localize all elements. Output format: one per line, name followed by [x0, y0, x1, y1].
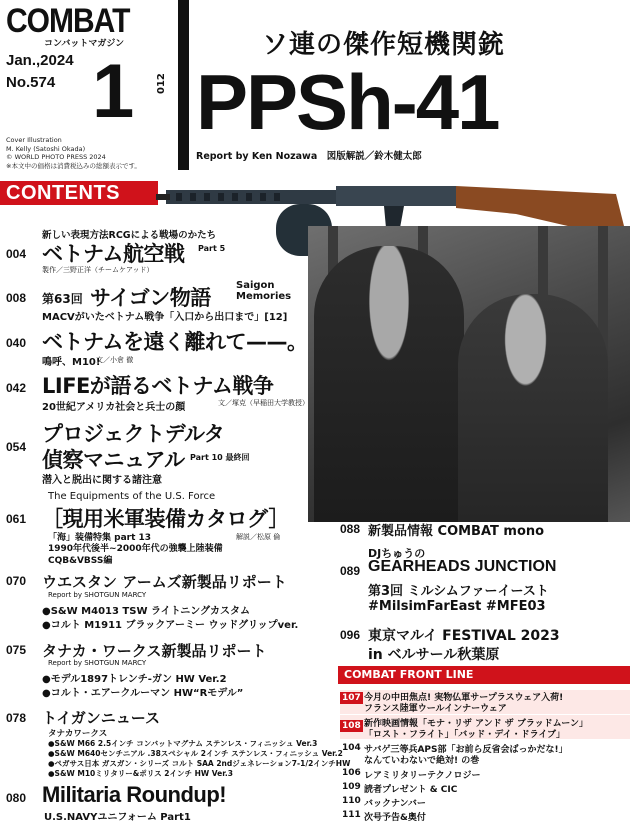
cover-credit-line: ※本文中の価格は消費税込みの総額表示です。	[6, 161, 141, 170]
front-line-page[interactable]: 109	[342, 782, 361, 792]
cover-credit-line: © WORLD PHOTO PRESS 2024	[6, 153, 106, 161]
toc-title[interactable]: ［現用米軍装備カタログ］	[42, 507, 290, 531]
toc-title[interactable]: LIFEが語るベトナム戦争	[42, 374, 274, 398]
toc-part: Part 10 最終回	[190, 453, 250, 462]
feature-title[interactable]: PPSh-41	[196, 58, 499, 146]
toc-title[interactable]: Militaria Roundup!	[42, 782, 227, 807]
toc-page-number[interactable]: 042	[6, 381, 27, 395]
toc-part: Part 5	[198, 244, 226, 253]
toc-title[interactable]: ベトナム航空戦	[42, 242, 185, 266]
front-line-item[interactable]: バックナンバー	[364, 799, 426, 809]
toc-page-number[interactable]: 089	[340, 564, 361, 578]
toc-subtitle: 鳴呼、M10!	[42, 357, 101, 368]
toc-item: ●S&W M66 2.5インチ コンバットマグナム ステンレス・フィニッシュ Ver.3	[48, 739, 318, 748]
front-line-item[interactable]: レアミリタリーテクノロジー	[364, 771, 481, 781]
front-line-item[interactable]: サバゲ三等兵APS部「お前ら反省会ばっかだな!」	[364, 745, 568, 755]
toc-page-number[interactable]: 080	[6, 791, 27, 805]
soldier-figure	[314, 246, 464, 522]
toc-title[interactable]: サイゴン物語	[90, 286, 211, 310]
toc-title[interactable]: ベトナムを遠く離れて——。	[42, 330, 308, 354]
toc-title[interactable]: 新製品情報 COMBAT mono	[368, 524, 545, 539]
toc-title[interactable]: ウエスタン アームズ新製品リポート	[42, 573, 287, 591]
toc-lead: DJちゅうの	[368, 547, 426, 560]
toc-item: ●ペガサス日本 ガスガン・シリーズ コルト SAA 2ndジェネレーション7-1/2インチHW	[48, 759, 351, 768]
toc-page-number[interactable]: 088	[340, 522, 361, 536]
front-line-page[interactable]: 106	[342, 768, 361, 778]
gun-muzzle	[156, 194, 170, 200]
toc-credit: Report by SHOTGUN MARCY	[48, 659, 147, 667]
toc-subtitle: CQB&VBSS編	[48, 556, 113, 566]
toc-title[interactable]: プロジェクトデルタ	[42, 422, 225, 446]
toc-page-number[interactable]: 096	[340, 628, 361, 642]
toc-subtitle: 第3回 ミルシムファーイースト	[368, 584, 549, 599]
front-line-item-line2: フランス陸軍ウールインナーウェア	[364, 704, 507, 714]
gun-receiver	[336, 186, 456, 206]
front-line-page[interactable]: 104	[342, 743, 361, 753]
toc-subtitle: MACVがいたベトナム戦争「入口から出口まで」[12]	[42, 312, 288, 323]
toc-title[interactable]: GEARHEADS JUNCTION	[368, 558, 557, 575]
contents-heading: CONTENTS	[0, 181, 158, 205]
toc-title[interactable]: トイガンニュース	[42, 709, 161, 727]
toc-lead: The Equipments of the U.S. Force	[48, 491, 216, 502]
toc-title-line2[interactable]: 偵察マニュアル	[42, 448, 185, 472]
toc-item: ●S&W M10ミリタリー&ポリス 2インチ HW Ver.3	[48, 769, 233, 778]
toc-credit: Report by SHOTGUN MARCY	[48, 591, 147, 599]
toc-english-title-line: Saigon	[236, 280, 275, 291]
toc-page-number[interactable]: 004	[6, 247, 27, 261]
toc-item: ●コルト・エアークルーマン HW“Rモデル”	[42, 688, 244, 699]
toc-lead: 新しい表現方法RCGによる戦場のかたち	[42, 230, 217, 241]
toc-item: ●S&W M640センチニアル .38スペシャル 2インチ ステンレス・フィニッシュ Ver.2	[48, 749, 343, 758]
toc-page-number[interactable]: 070	[6, 574, 27, 588]
toc-subtitle: #MilsimFarEast #MFE03	[368, 599, 546, 614]
toc-subtitle: 20世紀アメリカ社会と兵士の顔	[42, 402, 186, 413]
front-line-item[interactable]: 新作映画情報「モナ・リザ アンド ザ ブラッドムーン」	[364, 719, 589, 729]
feature-byline: Report by Ken Nozawa 図版解説／鈴木健太郎	[196, 151, 422, 162]
issue-date: Jan.,2024	[6, 52, 74, 69]
toc-item: ●モデル1897トレンチ-ガン HW Ver.2	[42, 674, 227, 685]
toc-credit: 製作／三野正洋（チームケアッド）	[42, 266, 154, 274]
toc-title[interactable]: 東京マルイ FESTIVAL 2023	[368, 628, 560, 644]
front-line-item[interactable]: 今月の中田焦点! 実物仏軍サープラスウェア入荷!	[364, 693, 564, 703]
toc-page-number[interactable]: 075	[6, 643, 27, 657]
feature-divider-bar	[178, 0, 189, 170]
front-line-page[interactable]: 108	[342, 721, 361, 731]
feature-page-number[interactable]: 012	[156, 73, 167, 94]
cover-credit	[6, 136, 141, 170]
feature-subtitle[interactable]: ソ連の傑作短機関銃	[262, 30, 506, 60]
toc-prefix: 第63回	[42, 292, 83, 306]
magazine-logo: COMBAT	[6, 2, 130, 40]
magazine-logo-kana: コンバットマガジン	[44, 39, 125, 49]
toc-credit: 文／小倉 徹	[96, 356, 134, 364]
toc-subtitle: 1990年代後半~2000年代の強襲上陸装備	[48, 544, 223, 554]
toc-credit: 文／塚克（早稲田大学教授）	[218, 399, 309, 407]
issue-month: 1	[92, 49, 135, 134]
toc-page-number[interactable]: 061	[6, 512, 27, 526]
front-line-item[interactable]: 次号予告&奥付	[364, 813, 426, 822]
toc-title[interactable]: タナカ・ワークス新製品リポート	[42, 642, 267, 660]
issue-number: No.574	[6, 74, 56, 91]
front-line-page[interactable]: 107	[342, 693, 361, 703]
cover-credit-line: M. Kelly (Satoshi Okada)	[6, 144, 86, 153]
toc-item: ●コルト M1911 ブラックアーミー ウッドグリップver.	[42, 620, 299, 631]
toc-page-number[interactable]: 078	[6, 711, 27, 725]
front-line-page[interactable]: 110	[342, 796, 361, 806]
soldier-figure	[458, 294, 608, 522]
toc-english-title	[236, 280, 291, 302]
toc-subtitle: 潜入と脱出に関する諸注意	[42, 475, 162, 486]
cover-credit-line: Cover Illustration	[6, 136, 62, 144]
toc-item: ●S&W M4013 TSW ライトニングカスタム	[42, 606, 251, 617]
toc-credit: 解説／松原 倫	[236, 533, 281, 541]
soldiers-photo	[308, 226, 630, 522]
front-line-page[interactable]: 111	[342, 810, 361, 820]
toc-subtitle: 「海」装備特集 part 13	[48, 533, 152, 543]
toc-page-number[interactable]: 008	[6, 291, 27, 305]
toc-title-line2[interactable]: in ベルサール秋葉原	[368, 647, 500, 663]
front-line-item-line2: なんていわないで絶対! の巻	[364, 756, 480, 766]
toc-page-number[interactable]: 054	[6, 440, 27, 454]
toc-subtitle: U.S.NAVYユニフォーム Part1	[44, 812, 191, 822]
gun-trigger-guard	[384, 206, 404, 228]
front-line-item[interactable]: 読者プレゼント & CIC	[364, 785, 458, 795]
toc-english-title-line: Memories	[236, 291, 292, 302]
front-line-heading: COMBAT FRONT LINE	[338, 666, 630, 684]
toc-subtitle: タナカワークス	[48, 729, 108, 739]
toc-page-number[interactable]: 040	[6, 336, 27, 350]
front-line-item-line2: 「ロスト・フライト」「バッド・デイ・ドライブ」	[364, 730, 566, 740]
